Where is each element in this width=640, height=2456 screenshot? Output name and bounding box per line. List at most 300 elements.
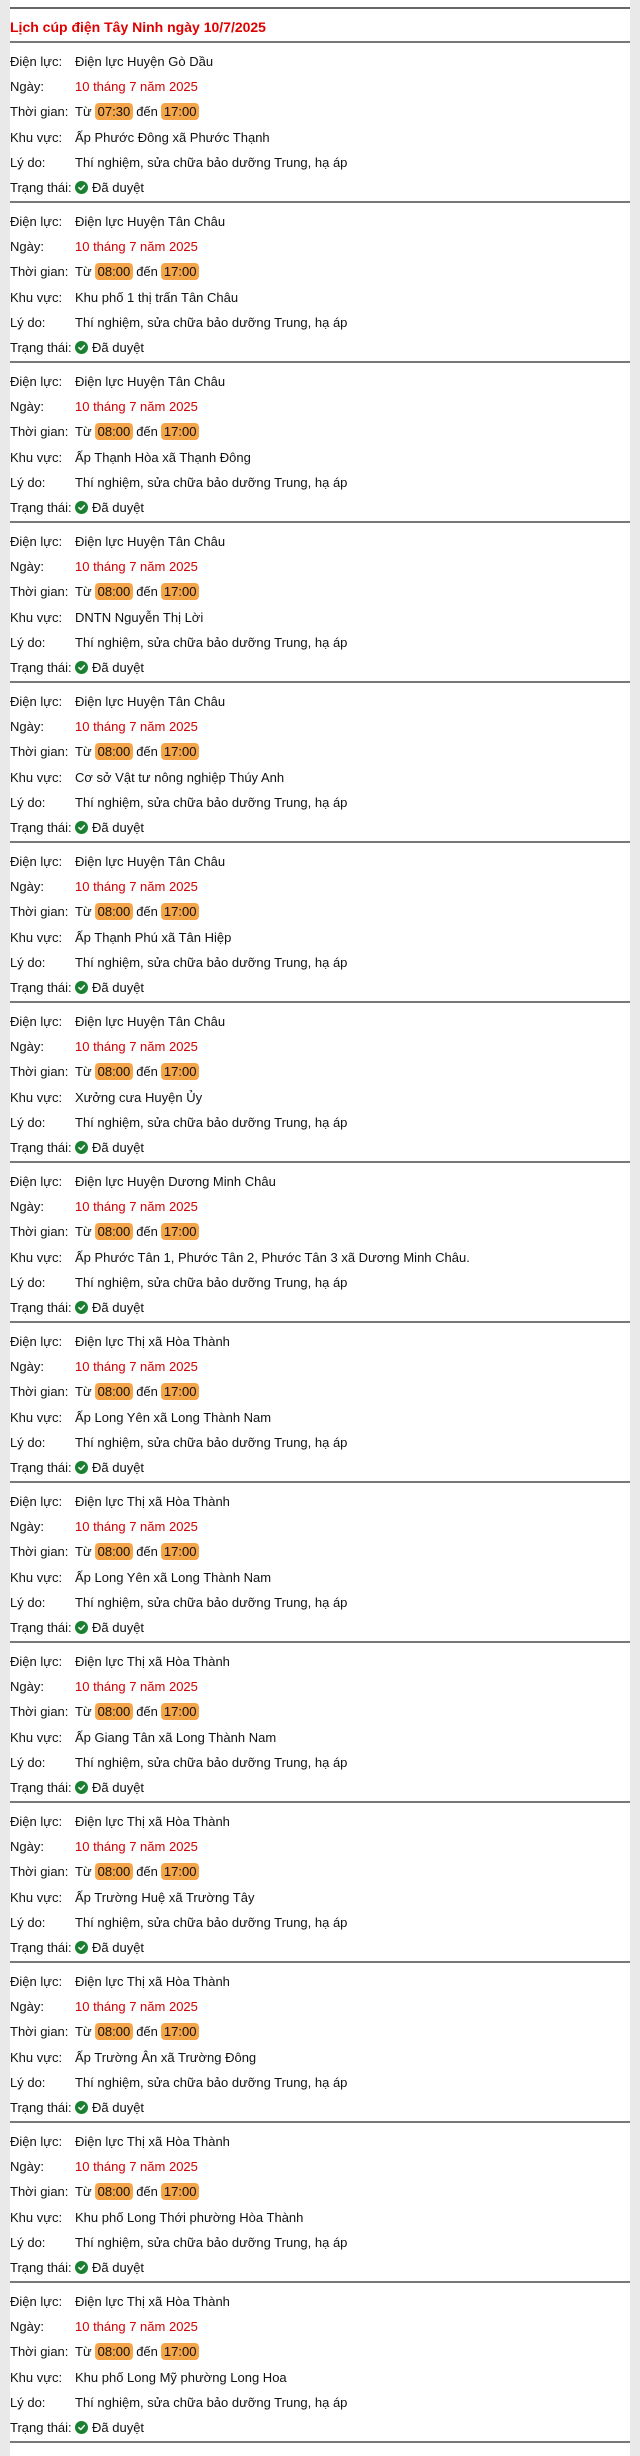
reason-label: Lý do: [10, 634, 46, 650]
area-label: Khu vực: [10, 289, 63, 305]
provider-row [10, 1649, 630, 1674]
time-label: Thời gian: [10, 2024, 69, 2040]
start-time-badge: 08:00 [95, 1543, 134, 1560]
time-row [10, 899, 630, 924]
time-value [75, 1704, 202, 1719]
area-label: Khu vực: [10, 2049, 63, 2065]
reason-label: Lý do: [10, 474, 46, 490]
reason-row [10, 1110, 630, 1135]
area-value: Ấp Long Yên xã Long Thành Nam [75, 1569, 272, 1585]
time-value [75, 904, 202, 919]
status-value [75, 340, 144, 355]
area-value: Khu phố Long Mỹ phường Long Hoa [75, 2369, 287, 2385]
date-row [10, 1834, 630, 1859]
provider-label: Điện lực: [10, 2134, 63, 2150]
time-from-label: Từ [75, 584, 92, 600]
status-label: Trạng thái: [10, 500, 72, 516]
time-from-label: Từ [75, 744, 92, 760]
reason-row [10, 1270, 630, 1295]
date-label: Ngày: [10, 399, 44, 415]
date-value: 10 tháng 7 năm 2025 [75, 79, 198, 95]
start-time-badge: 08:00 [95, 423, 134, 440]
date-label: Ngày: [10, 2319, 44, 2335]
area-value: DNTN Nguyễn Thị Lời [75, 609, 204, 625]
time-row [10, 1699, 630, 1724]
time-row [10, 1539, 630, 1564]
time-from-label: Từ [75, 264, 92, 280]
status-row [10, 975, 630, 1000]
time-to-label: đến [136, 1864, 158, 1880]
check-circle-icon [75, 1301, 88, 1314]
status-label: Trạng thái: [10, 980, 72, 996]
status-text: Đã duyệt [92, 2420, 145, 2436]
time-to-label: đến [136, 424, 158, 440]
date-value: 10 tháng 7 năm 2025 [75, 2319, 198, 2335]
area-row [10, 2205, 630, 2230]
provider-row [10, 529, 630, 554]
status-row [10, 2095, 630, 2120]
provider-row [10, 849, 630, 874]
outage-record [10, 683, 630, 841]
provider-value: Điện lực Thị xã Hòa Thành [75, 1974, 230, 1990]
provider-row [10, 49, 630, 74]
reason-row [10, 790, 630, 815]
check-circle-icon [75, 1941, 88, 1954]
provider-label: Điện lực: [10, 534, 63, 550]
area-value: Ấp Long Yên xã Long Thành Nam [75, 1409, 272, 1425]
time-to-label: đến [136, 584, 158, 600]
time-label: Thời gian: [10, 424, 69, 440]
date-label: Ngày: [10, 1199, 44, 1215]
provider-value: Điện lực Huyện Tân Châu [75, 374, 226, 390]
provider-label: Điện lực: [10, 1654, 63, 1670]
time-label: Thời gian: [10, 104, 69, 120]
area-value: Ấp Thạnh Hòa xã Thạnh Đông [75, 449, 251, 465]
status-value [75, 2100, 144, 2115]
time-label: Thời gian: [10, 1864, 69, 1880]
outage-record [10, 203, 630, 361]
area-value: Khu phố 1 thị trấn Tân Châu [75, 289, 239, 305]
date-label: Ngày: [10, 1039, 44, 1055]
reason-row [10, 150, 630, 175]
status-label: Trạng thái: [10, 2100, 72, 2116]
date-value: 10 tháng 7 năm 2025 [75, 559, 198, 575]
provider-row [10, 1809, 630, 1834]
time-value [75, 104, 202, 119]
date-label: Ngày: [10, 559, 44, 575]
status-row [10, 1775, 630, 1800]
reason-label: Lý do: [10, 1594, 46, 1610]
time-row [10, 1859, 630, 1884]
time-to-label: đến [136, 1544, 158, 1560]
provider-value: Điện lực Thị xã Hòa Thành [75, 1814, 230, 1830]
area-row [10, 2045, 630, 2070]
status-value [75, 1620, 144, 1635]
end-time-badge: 17:00 [161, 423, 200, 440]
date-row [10, 554, 630, 579]
area-label: Khu vực: [10, 609, 63, 625]
time-label: Thời gian: [10, 744, 69, 760]
status-text: Đã duyệt [92, 1780, 145, 1796]
outage-record [10, 2283, 630, 2441]
provider-row [10, 1969, 630, 1994]
date-value: 10 tháng 7 năm 2025 [75, 879, 198, 895]
status-text: Đã duyệt [92, 1620, 145, 1636]
outage-record [10, 1483, 630, 1641]
status-label: Trạng thái: [10, 1620, 72, 1636]
reason-value: Thí nghiệm, sửa chữa bảo dưỡng Trung, hạ áp [75, 154, 348, 170]
status-row [10, 1935, 630, 1960]
time-label: Thời gian: [10, 264, 69, 280]
provider-value: Điện lực Thị xã Hòa Thành [75, 2134, 230, 2150]
provider-label: Điện lực: [10, 1494, 63, 1510]
provider-value: Điện lực Thị xã Hòa Thành [75, 2294, 230, 2310]
status-row [10, 175, 630, 200]
start-time-badge: 08:00 [95, 2183, 134, 2200]
provider-row [10, 209, 630, 234]
area-value: Ấp Phước Tân 1, Phước Tân 2, Phước Tân 3 xã Dương Minh Châu. [75, 1249, 470, 1265]
time-label: Thời gian: [10, 1064, 69, 1080]
status-label: Trạng thái: [10, 1460, 72, 1476]
end-time-badge: 17:00 [161, 1063, 200, 1080]
status-label: Trạng thái: [10, 340, 72, 356]
status-label: Trạng thái: [10, 2420, 72, 2436]
status-row [10, 2415, 630, 2440]
time-to-label: đến [136, 2024, 158, 2040]
time-from-label: Từ [75, 1544, 92, 1560]
reason-row [10, 1750, 630, 1775]
status-text: Đã duyệt [92, 980, 145, 996]
reason-row [10, 1910, 630, 1935]
reason-value: Thí nghiệm, sửa chữa bảo dưỡng Trung, hạ áp [75, 794, 348, 810]
area-value: Khu phố Long Thới phường Hòa Thành [75, 2209, 304, 2225]
date-value: 10 tháng 7 năm 2025 [75, 719, 198, 735]
end-time-badge: 17:00 [161, 2023, 200, 2040]
area-row [10, 1885, 630, 1910]
start-time-badge: 08:00 [95, 1063, 134, 1080]
date-row [10, 1034, 630, 1059]
status-text: Đã duyệt [92, 500, 145, 516]
provider-row [10, 1169, 630, 1194]
area-value: Cơ sở Vật tư nông nghiệp Thúy Anh [75, 769, 285, 785]
status-row [10, 1615, 630, 1640]
date-label: Ngày: [10, 719, 44, 735]
status-text: Đã duyệt [92, 340, 145, 356]
time-row [10, 1059, 630, 1084]
provider-value: Điện lực Thị xã Hòa Thành [75, 1654, 230, 1670]
status-row [10, 815, 630, 840]
time-from-label: Từ [75, 1064, 92, 1080]
time-label: Thời gian: [10, 2344, 69, 2360]
provider-row [10, 2289, 630, 2314]
area-value: Ấp Giang Tân xã Long Thành Nam [75, 1729, 277, 1745]
check-circle-icon [75, 1781, 88, 1794]
time-label: Thời gian: [10, 584, 69, 600]
time-to-label: đến [136, 744, 158, 760]
end-time-badge: 17:00 [161, 1223, 200, 1240]
area-label: Khu vực: [10, 1569, 63, 1585]
reason-value: Thí nghiệm, sửa chữa bảo dưỡng Trung, hạ áp [75, 634, 348, 650]
area-row [10, 2365, 630, 2390]
area-row [10, 1565, 630, 1590]
provider-row [10, 1489, 630, 1514]
top-divider [10, 7, 630, 9]
provider-label: Điện lực: [10, 1174, 63, 1190]
time-from-label: Từ [75, 2184, 92, 2200]
start-time-badge: 08:00 [95, 1863, 134, 1880]
time-value [75, 1384, 202, 1399]
area-row [10, 605, 630, 630]
time-row [10, 579, 630, 604]
end-time-badge: 17:00 [161, 103, 200, 120]
reason-row [10, 1590, 630, 1615]
reason-label: Lý do: [10, 1754, 46, 1770]
provider-value: Điện lực Huyện Tân Châu [75, 1014, 226, 1030]
time-row [10, 1379, 630, 1404]
area-row [10, 1245, 630, 1270]
date-row [10, 2314, 630, 2339]
time-from-label: Từ [75, 2344, 92, 2360]
area-value: Ấp Phước Đông xã Phước Thạnh [75, 129, 270, 145]
status-text: Đã duyệt [92, 660, 145, 676]
time-row [10, 2339, 630, 2364]
area-label: Khu vực: [10, 129, 63, 145]
time-label: Thời gian: [10, 1544, 69, 1560]
time-label: Thời gian: [10, 2184, 69, 2200]
area-row [10, 445, 630, 470]
status-value [75, 500, 144, 515]
date-value: 10 tháng 7 năm 2025 [75, 399, 198, 415]
time-value [75, 2344, 202, 2359]
reason-label: Lý do: [10, 1914, 46, 1930]
provider-label: Điện lực: [10, 1014, 63, 1030]
status-row [10, 2255, 630, 2280]
time-from-label: Từ [75, 1384, 92, 1400]
status-value [75, 2260, 144, 2275]
check-circle-icon [75, 1621, 88, 1634]
reason-value: Thí nghiệm, sửa chữa bảo dưỡng Trung, hạ áp [75, 1914, 348, 1930]
date-row [10, 1674, 630, 1699]
check-circle-icon [75, 501, 88, 514]
reason-label: Lý do: [10, 794, 46, 810]
status-text: Đã duyệt [92, 1940, 145, 1956]
reason-value: Thí nghiệm, sửa chữa bảo dưỡng Trung, hạ áp [75, 1114, 348, 1130]
reason-label: Lý do: [10, 954, 46, 970]
end-time-badge: 17:00 [161, 583, 200, 600]
reason-value: Thí nghiệm, sửa chữa bảo dưỡng Trung, hạ áp [75, 474, 348, 490]
time-from-label: Từ [75, 1704, 92, 1720]
time-value [75, 424, 202, 439]
provider-label: Điện lực: [10, 374, 63, 390]
date-label: Ngày: [10, 2159, 44, 2175]
status-value [75, 1140, 144, 1155]
time-to-label: đến [136, 104, 158, 120]
time-from-label: Từ [75, 2024, 92, 2040]
start-time-badge: 08:00 [95, 263, 134, 280]
status-label: Trạng thái: [10, 1300, 72, 1316]
check-circle-icon [75, 821, 88, 834]
status-label: Trạng thái: [10, 1140, 72, 1156]
reason-label: Lý do: [10, 314, 46, 330]
reason-value: Thí nghiệm, sửa chữa bảo dưỡng Trung, hạ áp [75, 2074, 348, 2090]
date-value: 10 tháng 7 năm 2025 [75, 1999, 198, 2015]
area-row [10, 285, 630, 310]
status-row [10, 495, 630, 520]
provider-value: Điện lực Huyện Tân Châu [75, 854, 226, 870]
outage-record [10, 2123, 630, 2281]
status-text: Đã duyệt [92, 180, 145, 196]
outage-record [10, 523, 630, 681]
outage-record [10, 1803, 630, 1961]
date-label: Ngày: [10, 239, 44, 255]
check-circle-icon [75, 1461, 88, 1474]
date-value: 10 tháng 7 năm 2025 [75, 239, 198, 255]
reason-row [10, 1430, 630, 1455]
time-row [10, 259, 630, 284]
provider-row [10, 2129, 630, 2154]
status-value [75, 1940, 144, 1955]
time-to-label: đến [136, 1384, 158, 1400]
start-time-badge: 08:00 [95, 1223, 134, 1240]
date-label: Ngày: [10, 1359, 44, 1375]
reason-label: Lý do: [10, 154, 46, 170]
status-value [75, 1460, 144, 1475]
reason-value: Thí nghiệm, sửa chữa bảo dưỡng Trung, hạ áp [75, 2394, 348, 2410]
status-text: Đã duyệt [92, 1140, 145, 1156]
reason-value: Thí nghiệm, sửa chữa bảo dưỡng Trung, hạ áp [75, 1434, 348, 1450]
start-time-badge: 08:00 [95, 1383, 134, 1400]
status-label: Trạng thái: [10, 2260, 72, 2276]
date-row [10, 874, 630, 899]
time-value [75, 1064, 202, 1079]
time-value [75, 1864, 202, 1879]
provider-label: Điện lực: [10, 2294, 63, 2310]
date-value: 10 tháng 7 năm 2025 [75, 1839, 198, 1855]
date-row [10, 714, 630, 739]
end-time-badge: 17:00 [161, 2183, 200, 2200]
start-time-badge: 08:00 [95, 903, 134, 920]
end-time-badge: 17:00 [161, 263, 200, 280]
area-row [10, 1085, 630, 1110]
time-to-label: đến [136, 904, 158, 920]
status-text: Đã duyệt [92, 2100, 145, 2116]
provider-label: Điện lực: [10, 854, 63, 870]
area-label: Khu vực: [10, 1089, 63, 1105]
reason-row [10, 630, 630, 655]
date-row [10, 234, 630, 259]
page-title: Lịch cúp điện Tây Ninh ngày 10/7/2025 [10, 19, 266, 35]
check-circle-icon [75, 341, 88, 354]
area-label: Khu vực: [10, 2369, 63, 2385]
reason-value: Thí nghiệm, sửa chữa bảo dưỡng Trung, hạ áp [75, 1274, 348, 1290]
area-row [10, 125, 630, 150]
time-row [10, 2179, 630, 2204]
status-label: Trạng thái: [10, 820, 72, 836]
outage-record [10, 843, 630, 1001]
reason-label: Lý do: [10, 1434, 46, 1450]
outage-list [10, 43, 630, 2443]
status-text: Đã duyệt [92, 820, 145, 836]
status-value [75, 2420, 144, 2435]
reason-row [10, 2230, 630, 2255]
time-from-label: Từ [75, 424, 92, 440]
reason-label: Lý do: [10, 2394, 46, 2410]
area-label: Khu vực: [10, 1889, 63, 1905]
provider-label: Điện lực: [10, 1334, 63, 1350]
date-value: 10 tháng 7 năm 2025 [75, 1679, 198, 1695]
area-row [10, 1725, 630, 1750]
reason-row [10, 2390, 630, 2415]
provider-row [10, 369, 630, 394]
time-to-label: đến [136, 2344, 158, 2360]
area-row [10, 1405, 630, 1430]
area-row [10, 925, 630, 950]
status-row [10, 1295, 630, 1320]
date-row [10, 1194, 630, 1219]
outage-record [10, 1963, 630, 2121]
area-label: Khu vực: [10, 929, 63, 945]
check-circle-icon [75, 181, 88, 194]
reason-row [10, 470, 630, 495]
area-value: Ấp Trường Huệ xã Trường Tây [75, 1889, 255, 1905]
area-label: Khu vực: [10, 449, 63, 465]
time-to-label: đến [136, 1064, 158, 1080]
provider-value: Điện lực Huyện Gò Dầu [75, 54, 214, 70]
record-divider [10, 2441, 630, 2443]
date-value: 10 tháng 7 năm 2025 [75, 1359, 198, 1375]
time-value [75, 264, 202, 279]
status-value [75, 1780, 144, 1795]
status-text: Đã duyệt [92, 1300, 145, 1316]
status-value [75, 980, 144, 995]
reason-value: Thí nghiệm, sửa chữa bảo dưỡng Trung, hạ áp [75, 314, 348, 330]
end-time-badge: 17:00 [161, 1863, 200, 1880]
reason-label: Lý do: [10, 2074, 46, 2090]
reason-value: Thí nghiệm, sửa chữa bảo dưỡng Trung, hạ áp [75, 2234, 348, 2250]
end-time-badge: 17:00 [161, 1383, 200, 1400]
check-circle-icon [75, 2421, 88, 2434]
time-value [75, 1544, 202, 1559]
check-circle-icon [75, 1141, 88, 1154]
status-row [10, 655, 630, 680]
outage-record [10, 1163, 630, 1321]
outage-record [10, 43, 630, 201]
date-row [10, 1994, 630, 2019]
time-row [10, 1219, 630, 1244]
start-time-badge: 08:00 [95, 2343, 134, 2360]
time-value [75, 2184, 202, 2199]
status-label: Trạng thái: [10, 660, 72, 676]
area-label: Khu vực: [10, 769, 63, 785]
area-row [10, 765, 630, 790]
date-label: Ngày: [10, 1519, 44, 1535]
start-time-badge: 08:00 [95, 583, 134, 600]
date-value: 10 tháng 7 năm 2025 [75, 1519, 198, 1535]
check-circle-icon [75, 981, 88, 994]
time-to-label: đến [136, 2184, 158, 2200]
time-row [10, 2019, 630, 2044]
area-label: Khu vực: [10, 2209, 63, 2225]
reason-label: Lý do: [10, 2234, 46, 2250]
end-time-badge: 17:00 [161, 743, 200, 760]
date-label: Ngày: [10, 879, 44, 895]
area-label: Khu vực: [10, 1729, 63, 1745]
area-label: Khu vực: [10, 1249, 63, 1265]
date-row [10, 1514, 630, 1539]
end-time-badge: 17:00 [161, 1543, 200, 1560]
page [10, 0, 630, 2456]
provider-label: Điện lực: [10, 1814, 63, 1830]
